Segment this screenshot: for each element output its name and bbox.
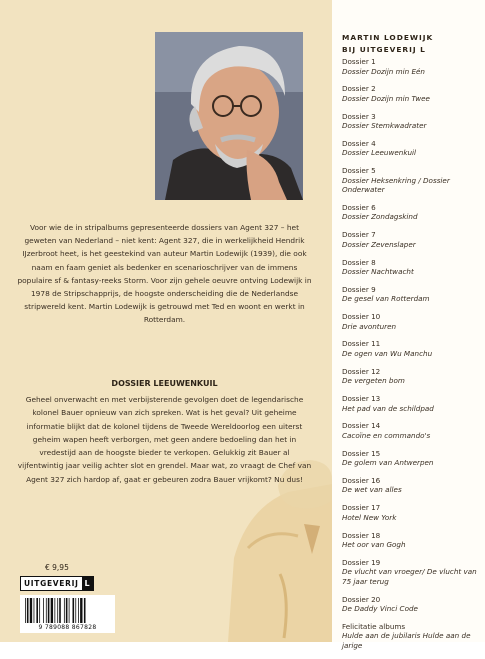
barcode-bar (25, 598, 26, 623)
barcode-bar (46, 598, 47, 623)
album-title: De ogen van Wu Manchu (342, 348, 433, 358)
album-title: Het pad van de schildpad (342, 403, 434, 413)
album-title: Cacoïne en commando's (342, 430, 431, 440)
album-list-item (342, 230, 482, 249)
author-photo (155, 32, 303, 200)
author-biography (17, 221, 312, 327)
album-title: Dossier Dozijn min Twee (342, 93, 430, 103)
album-number: Dossier 19 (342, 557, 381, 567)
barcode-bar (54, 598, 55, 623)
barcode-bar (39, 598, 40, 623)
album-list-item (342, 503, 482, 522)
barcode-number: 9 789088 867828 (38, 624, 97, 631)
album-number: Dossier 3 (342, 111, 376, 121)
album-number: Dossier 11 (342, 339, 381, 349)
album-list-item (342, 449, 482, 468)
album-list-item (342, 139, 482, 158)
heading-line-2: BIJ UITGEVERIJ L (342, 44, 426, 54)
album-title: Dossier Dozijn min Eén (342, 66, 425, 76)
album-list-item (342, 84, 482, 103)
barcode-bars (25, 598, 111, 623)
barcode-bar (84, 598, 86, 623)
album-title: De wet van alles (342, 485, 402, 495)
album-title: Dossier Leeuwenkuil (342, 148, 417, 158)
biography-text: Voor wie de in stripalbums gepresenteerde dossiers van Agent 327 – het geweten van Nederland – niet kent: Agent 327, die in werkelijkheid Hendrik IJzerbroot heet, is het geestekind van auteur Martin Lodewijk (1939), die ook naam en faam geniet als bedenker en scenarioschrijver van de immens populaire sf & fantasy-reeks Storm. Voor zijn gehele oeuvre ontving Lodewijk in 1978 de Stripschapprijs, de hoogste onderscheiding die de Nederlandse stripwereld kent. Martin Lodewijk is getrouwd met Ted en woont en werkt in Rotterdam. (17, 223, 312, 325)
album-title: Het oor van Gogh (342, 540, 406, 550)
barcode-bar (75, 598, 76, 623)
album-list-item (342, 595, 482, 614)
barcode-bar (66, 598, 68, 623)
isbn-barcode (20, 595, 115, 633)
album-list-item (342, 558, 482, 587)
barcode-bar (27, 598, 29, 623)
barcode-bar (57, 598, 58, 623)
album-title: Drie avonturen (342, 321, 397, 331)
barcode-bar (73, 598, 75, 623)
barcode-bar (48, 598, 50, 623)
album-number: Dossier 9 (342, 284, 376, 294)
album-list-item (342, 312, 482, 331)
album-title: Dossier Nachtwacht (342, 267, 414, 277)
album-number: Dossier 6 (342, 202, 376, 212)
album-number: Dossier 15 (342, 448, 381, 458)
barcode-bar (30, 598, 32, 623)
album-number: Dossier 1 (342, 57, 376, 66)
album-number: Dossier 10 (342, 312, 381, 322)
barcode-bar (34, 598, 35, 623)
album-title: Dossier Heksenkring / Dossier Onderwater (342, 175, 450, 195)
album-number: Dossier 18 (342, 530, 381, 540)
album-list-item (342, 622, 482, 651)
album-number: Dossier 2 (342, 84, 376, 94)
album-list-heading (342, 32, 433, 55)
album-number: Dossier 17 (342, 503, 381, 513)
album-list-item (342, 166, 482, 195)
barcode-bar (64, 598, 65, 623)
publisher-mark: L (82, 577, 93, 590)
barcode-bar (43, 598, 44, 623)
album-number: Dossier 5 (342, 166, 376, 176)
album-number: Dossier 4 (342, 138, 376, 148)
album-title: Dossier Zevenslaper (342, 239, 416, 249)
album-list-item (342, 531, 482, 550)
album-number: Felicitatie albums (342, 621, 406, 631)
album-title: De vlucht van vroeger/ De vlucht van 75 jaar terug (342, 567, 477, 586)
album-number: Dossier 7 (342, 230, 376, 240)
album-title: De gesel van Rotterdam (342, 294, 430, 304)
album-list-item (342, 57, 482, 76)
album-list-item (342, 285, 482, 304)
album-number: Dossier 13 (342, 394, 381, 404)
album-list-item (342, 258, 482, 277)
album-list (342, 57, 482, 659)
album-list-item (342, 339, 482, 358)
album-list-item (342, 203, 482, 222)
album-number: Dossier 14 (342, 421, 381, 431)
barcode-bar (80, 598, 82, 623)
album-title: Hulde aan de jubilaris Hulde aan de jarige (342, 631, 471, 650)
heading-line-1: MARTIN LODEWIJK (342, 33, 434, 42)
album-list-item (342, 421, 482, 440)
publisher-logo (20, 576, 94, 591)
album-list-item (342, 367, 482, 386)
publisher-name: UITGEVERIJ (24, 579, 79, 588)
album-title: De vergeten bom (342, 376, 405, 386)
album-number: Dossier 16 (342, 475, 381, 485)
author-portrait-illustration (155, 32, 303, 200)
album-list-item (342, 394, 482, 413)
barcode-bar (78, 598, 79, 623)
barcode-bar (51, 598, 53, 623)
album-list-item (342, 112, 482, 131)
synopsis-text: Geheel onverwacht en met verbijsterende gevolgen doet de legendarische kolonel Bauer opnieuw van zich spreken. Wat is het geval? Uit geheime informatie blijkt dat de kolonel tijdens de Tweede Wereldoorlog een uiterst geheim wapen heeft verborgen, met geen andere bedoeling dan het in vredestijd aan de hoogste bieder te verkopen. Gelukkig zit Bauer al vijfentwintig jaar veilig achter slot en grendel. Maar wat, zo vraagt de Chef van Agent 327 zich hardop af, gaat er gebeuren zodra Bauer vrijkomt? Nu dus! (17, 395, 312, 484)
story-synopsis (17, 393, 312, 486)
album-title: Hotel New York (342, 512, 397, 522)
price-label: € 9,95 (45, 563, 69, 572)
right-panel (332, 0, 485, 650)
album-list-item (342, 476, 482, 495)
album-title: De golem van Antwerpen (342, 458, 434, 468)
album-title: Dossier Zondagskind (342, 212, 418, 222)
barcode-bar (59, 598, 61, 623)
barcode-bar (69, 598, 70, 623)
album-title: Dossier Stemkwadrater (342, 121, 427, 131)
album-number: Dossier 8 (342, 257, 376, 267)
album-title: De Daddy Vinci Code (342, 604, 418, 614)
story-title: DOSSIER LEEUWENKUIL (111, 379, 218, 388)
album-number: Dossier 12 (342, 366, 381, 376)
album-number: Dossier 20 (342, 594, 381, 604)
barcode-bar (36, 598, 38, 623)
